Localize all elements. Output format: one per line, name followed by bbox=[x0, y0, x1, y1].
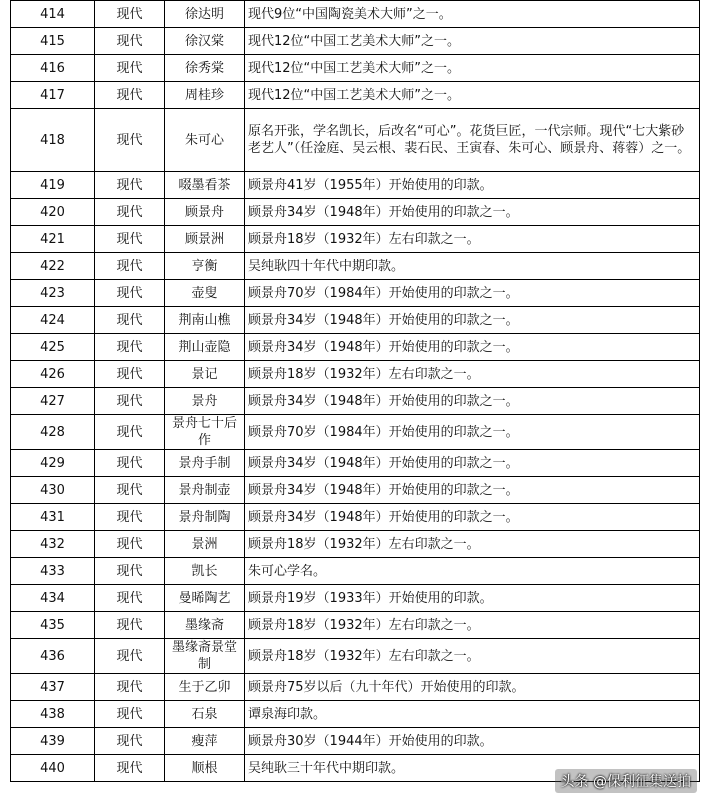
row-era: 现代 bbox=[95, 253, 165, 280]
row-seal-mark: 曼晞陶艺 bbox=[165, 585, 245, 612]
table-row bbox=[11, 109, 700, 172]
row-era: 现代 bbox=[95, 477, 165, 504]
row-description: 顾景舟41岁（1955年）开始使用的印款。 bbox=[245, 172, 700, 199]
row-era: 现代 bbox=[95, 307, 165, 334]
table-row bbox=[11, 172, 700, 199]
row-seal-mark: 壶叟 bbox=[165, 280, 245, 307]
row-era: 现代 bbox=[95, 388, 165, 415]
row-number: 417 bbox=[11, 82, 95, 109]
row-description: 现代12位“中国工艺美术大师”之一。 bbox=[245, 82, 700, 109]
row-number: 423 bbox=[11, 280, 95, 307]
row-number: 424 bbox=[11, 307, 95, 334]
row-number: 437 bbox=[11, 674, 95, 701]
row-era: 现代 bbox=[95, 82, 165, 109]
row-seal-mark: 景舟手制 bbox=[165, 450, 245, 477]
row-era: 现代 bbox=[95, 728, 165, 755]
row-seal-mark: 荆山壶隐 bbox=[165, 334, 245, 361]
row-number: 440 bbox=[11, 755, 95, 782]
row-era: 现代 bbox=[95, 558, 165, 585]
row-seal-mark: 墨缘斋景堂制 bbox=[165, 639, 245, 674]
row-era: 现代 bbox=[95, 109, 165, 172]
table-row bbox=[11, 450, 700, 477]
row-era: 现代 bbox=[95, 199, 165, 226]
row-description: 顾景舟70岁（1984年）开始使用的印款之一。 bbox=[245, 415, 700, 450]
row-number: 415 bbox=[11, 28, 95, 55]
row-seal-mark: 景洲 bbox=[165, 531, 245, 558]
table-row bbox=[11, 674, 700, 701]
row-description: 顾景舟18岁（1932年）左右印款之一。 bbox=[245, 361, 700, 388]
seal-mark-table-sheet bbox=[10, 0, 699, 782]
row-era: 现代 bbox=[95, 172, 165, 199]
table-row bbox=[11, 558, 700, 585]
row-seal-mark: 顺根 bbox=[165, 755, 245, 782]
table-row bbox=[11, 199, 700, 226]
row-description: 谭泉海印款。 bbox=[245, 701, 700, 728]
table-row bbox=[11, 639, 700, 674]
row-seal-mark: 徐汉棠 bbox=[165, 28, 245, 55]
row-description: 现代12位“中国工艺美术大师”之一。 bbox=[245, 28, 700, 55]
row-description: 顾景舟18岁（1932年）左右印款之一。 bbox=[245, 612, 700, 639]
table-row bbox=[11, 55, 700, 82]
row-description: 顾景舟34岁（1948年）开始使用的印款之一。 bbox=[245, 477, 700, 504]
row-seal-mark: 石泉 bbox=[165, 701, 245, 728]
table-row bbox=[11, 28, 700, 55]
row-seal-mark: 顾景舟 bbox=[165, 199, 245, 226]
row-number: 429 bbox=[11, 450, 95, 477]
row-seal-mark: 朱可心 bbox=[165, 109, 245, 172]
row-seal-mark: 周桂珍 bbox=[165, 82, 245, 109]
row-number: 425 bbox=[11, 334, 95, 361]
row-description: 顾景舟34岁（1948年）开始使用的印款之一。 bbox=[245, 504, 700, 531]
table-row bbox=[11, 280, 700, 307]
row-seal-mark: 景记 bbox=[165, 361, 245, 388]
row-era: 现代 bbox=[95, 28, 165, 55]
row-era: 现代 bbox=[95, 585, 165, 612]
row-description: 顾景舟18岁（1932年）左右印款之一。 bbox=[245, 639, 700, 674]
row-number: 438 bbox=[11, 701, 95, 728]
row-number: 414 bbox=[11, 1, 95, 28]
row-era: 现代 bbox=[95, 701, 165, 728]
table-row bbox=[11, 388, 700, 415]
row-description: 顾景舟34岁（1948年）开始使用的印款之一。 bbox=[245, 307, 700, 334]
row-seal-mark: 徐达明 bbox=[165, 1, 245, 28]
row-number: 418 bbox=[11, 109, 95, 172]
row-description: 现代12位“中国工艺美术大师”之一。 bbox=[245, 55, 700, 82]
row-seal-mark: 亨衡 bbox=[165, 253, 245, 280]
row-seal-mark: 生于乙卯 bbox=[165, 674, 245, 701]
row-description: 朱可心学名。 bbox=[245, 558, 700, 585]
table-row bbox=[11, 701, 700, 728]
row-number: 434 bbox=[11, 585, 95, 612]
row-era: 现代 bbox=[95, 531, 165, 558]
row-era: 现代 bbox=[95, 280, 165, 307]
row-description: 顾景舟34岁（1948年）开始使用的印款之一。 bbox=[245, 199, 700, 226]
row-seal-mark: 景舟制陶 bbox=[165, 504, 245, 531]
row-era: 现代 bbox=[95, 334, 165, 361]
row-seal-mark: 瘦萍 bbox=[165, 728, 245, 755]
row-number: 420 bbox=[11, 199, 95, 226]
table-row bbox=[11, 612, 700, 639]
row-description: 原名开张，学名凯长，后改名“可心”。花货巨匠，一代宗师。现代“七大紫砂老艺人”（任淦庭、吴云根、裴石民、王寅春、朱可心、顾景舟、蒋蓉）之一。 bbox=[245, 109, 700, 172]
table-row bbox=[11, 415, 700, 450]
row-description: 吴纯耿三十年代中期印款。 bbox=[245, 755, 700, 782]
row-number: 426 bbox=[11, 361, 95, 388]
row-era: 现代 bbox=[95, 415, 165, 450]
row-seal-mark: 墨缘斋 bbox=[165, 612, 245, 639]
table-row bbox=[11, 361, 700, 388]
row-era: 现代 bbox=[95, 226, 165, 253]
row-description: 顾景舟18岁（1932年）左右印款之一。 bbox=[245, 531, 700, 558]
table-row bbox=[11, 253, 700, 280]
row-era: 现代 bbox=[95, 450, 165, 477]
row-seal-mark: 凯长 bbox=[165, 558, 245, 585]
row-description: 顾景舟34岁（1948年）开始使用的印款之一。 bbox=[245, 334, 700, 361]
row-seal-mark: 徐秀棠 bbox=[165, 55, 245, 82]
row-seal-mark: 顾景洲 bbox=[165, 226, 245, 253]
row-description: 顾景舟19岁（1933年）开始使用的印款。 bbox=[245, 585, 700, 612]
row-era: 现代 bbox=[95, 639, 165, 674]
row-seal-mark: 景舟制壶 bbox=[165, 477, 245, 504]
row-number: 419 bbox=[11, 172, 95, 199]
row-era: 现代 bbox=[95, 755, 165, 782]
row-number: 430 bbox=[11, 477, 95, 504]
row-number: 427 bbox=[11, 388, 95, 415]
row-description: 顾景舟18岁（1932年）左右印款之一。 bbox=[245, 226, 700, 253]
row-number: 422 bbox=[11, 253, 95, 280]
row-description: 顾景舟34岁（1948年）开始使用的印款之一。 bbox=[245, 388, 700, 415]
seal-mark-table bbox=[10, 0, 700, 782]
row-number: 433 bbox=[11, 558, 95, 585]
row-description: 顾景舟34岁（1948年）开始使用的印款之一。 bbox=[245, 450, 700, 477]
row-number: 431 bbox=[11, 504, 95, 531]
row-era: 现代 bbox=[95, 674, 165, 701]
row-era: 现代 bbox=[95, 612, 165, 639]
row-number: 435 bbox=[11, 612, 95, 639]
table-row bbox=[11, 226, 700, 253]
row-era: 现代 bbox=[95, 1, 165, 28]
row-number: 421 bbox=[11, 226, 95, 253]
table-row bbox=[11, 531, 700, 558]
row-description: 吴纯耿四十年代中期印款。 bbox=[245, 253, 700, 280]
row-seal-mark: 景舟 bbox=[165, 388, 245, 415]
row-seal-mark: 荆南山樵 bbox=[165, 307, 245, 334]
row-number: 432 bbox=[11, 531, 95, 558]
row-description: 顾景舟30岁（1944年）开始使用的印款。 bbox=[245, 728, 700, 755]
row-seal-mark: 景舟七十后作 bbox=[165, 415, 245, 450]
table-row bbox=[11, 477, 700, 504]
row-description: 现代9位“中国陶瓷美术大师”之一。 bbox=[245, 1, 700, 28]
row-number: 428 bbox=[11, 415, 95, 450]
table-row bbox=[11, 82, 700, 109]
row-era: 现代 bbox=[95, 504, 165, 531]
table-row bbox=[11, 728, 700, 755]
row-description: 顾景舟70岁（1984年）开始使用的印款之一。 bbox=[245, 280, 700, 307]
row-description: 顾景舟75岁以后（九十年代）开始使用的印款。 bbox=[245, 674, 700, 701]
row-number: 416 bbox=[11, 55, 95, 82]
row-number: 436 bbox=[11, 639, 95, 674]
source-watermark: 头条 @保利征集送拍 bbox=[555, 769, 697, 793]
table-row bbox=[11, 334, 700, 361]
row-seal-mark: 啜墨看茶 bbox=[165, 172, 245, 199]
table-row bbox=[11, 504, 700, 531]
row-era: 现代 bbox=[95, 361, 165, 388]
table-row bbox=[11, 307, 700, 334]
table-row bbox=[11, 1, 700, 28]
row-era: 现代 bbox=[95, 55, 165, 82]
row-number: 439 bbox=[11, 728, 95, 755]
table-row bbox=[11, 585, 700, 612]
